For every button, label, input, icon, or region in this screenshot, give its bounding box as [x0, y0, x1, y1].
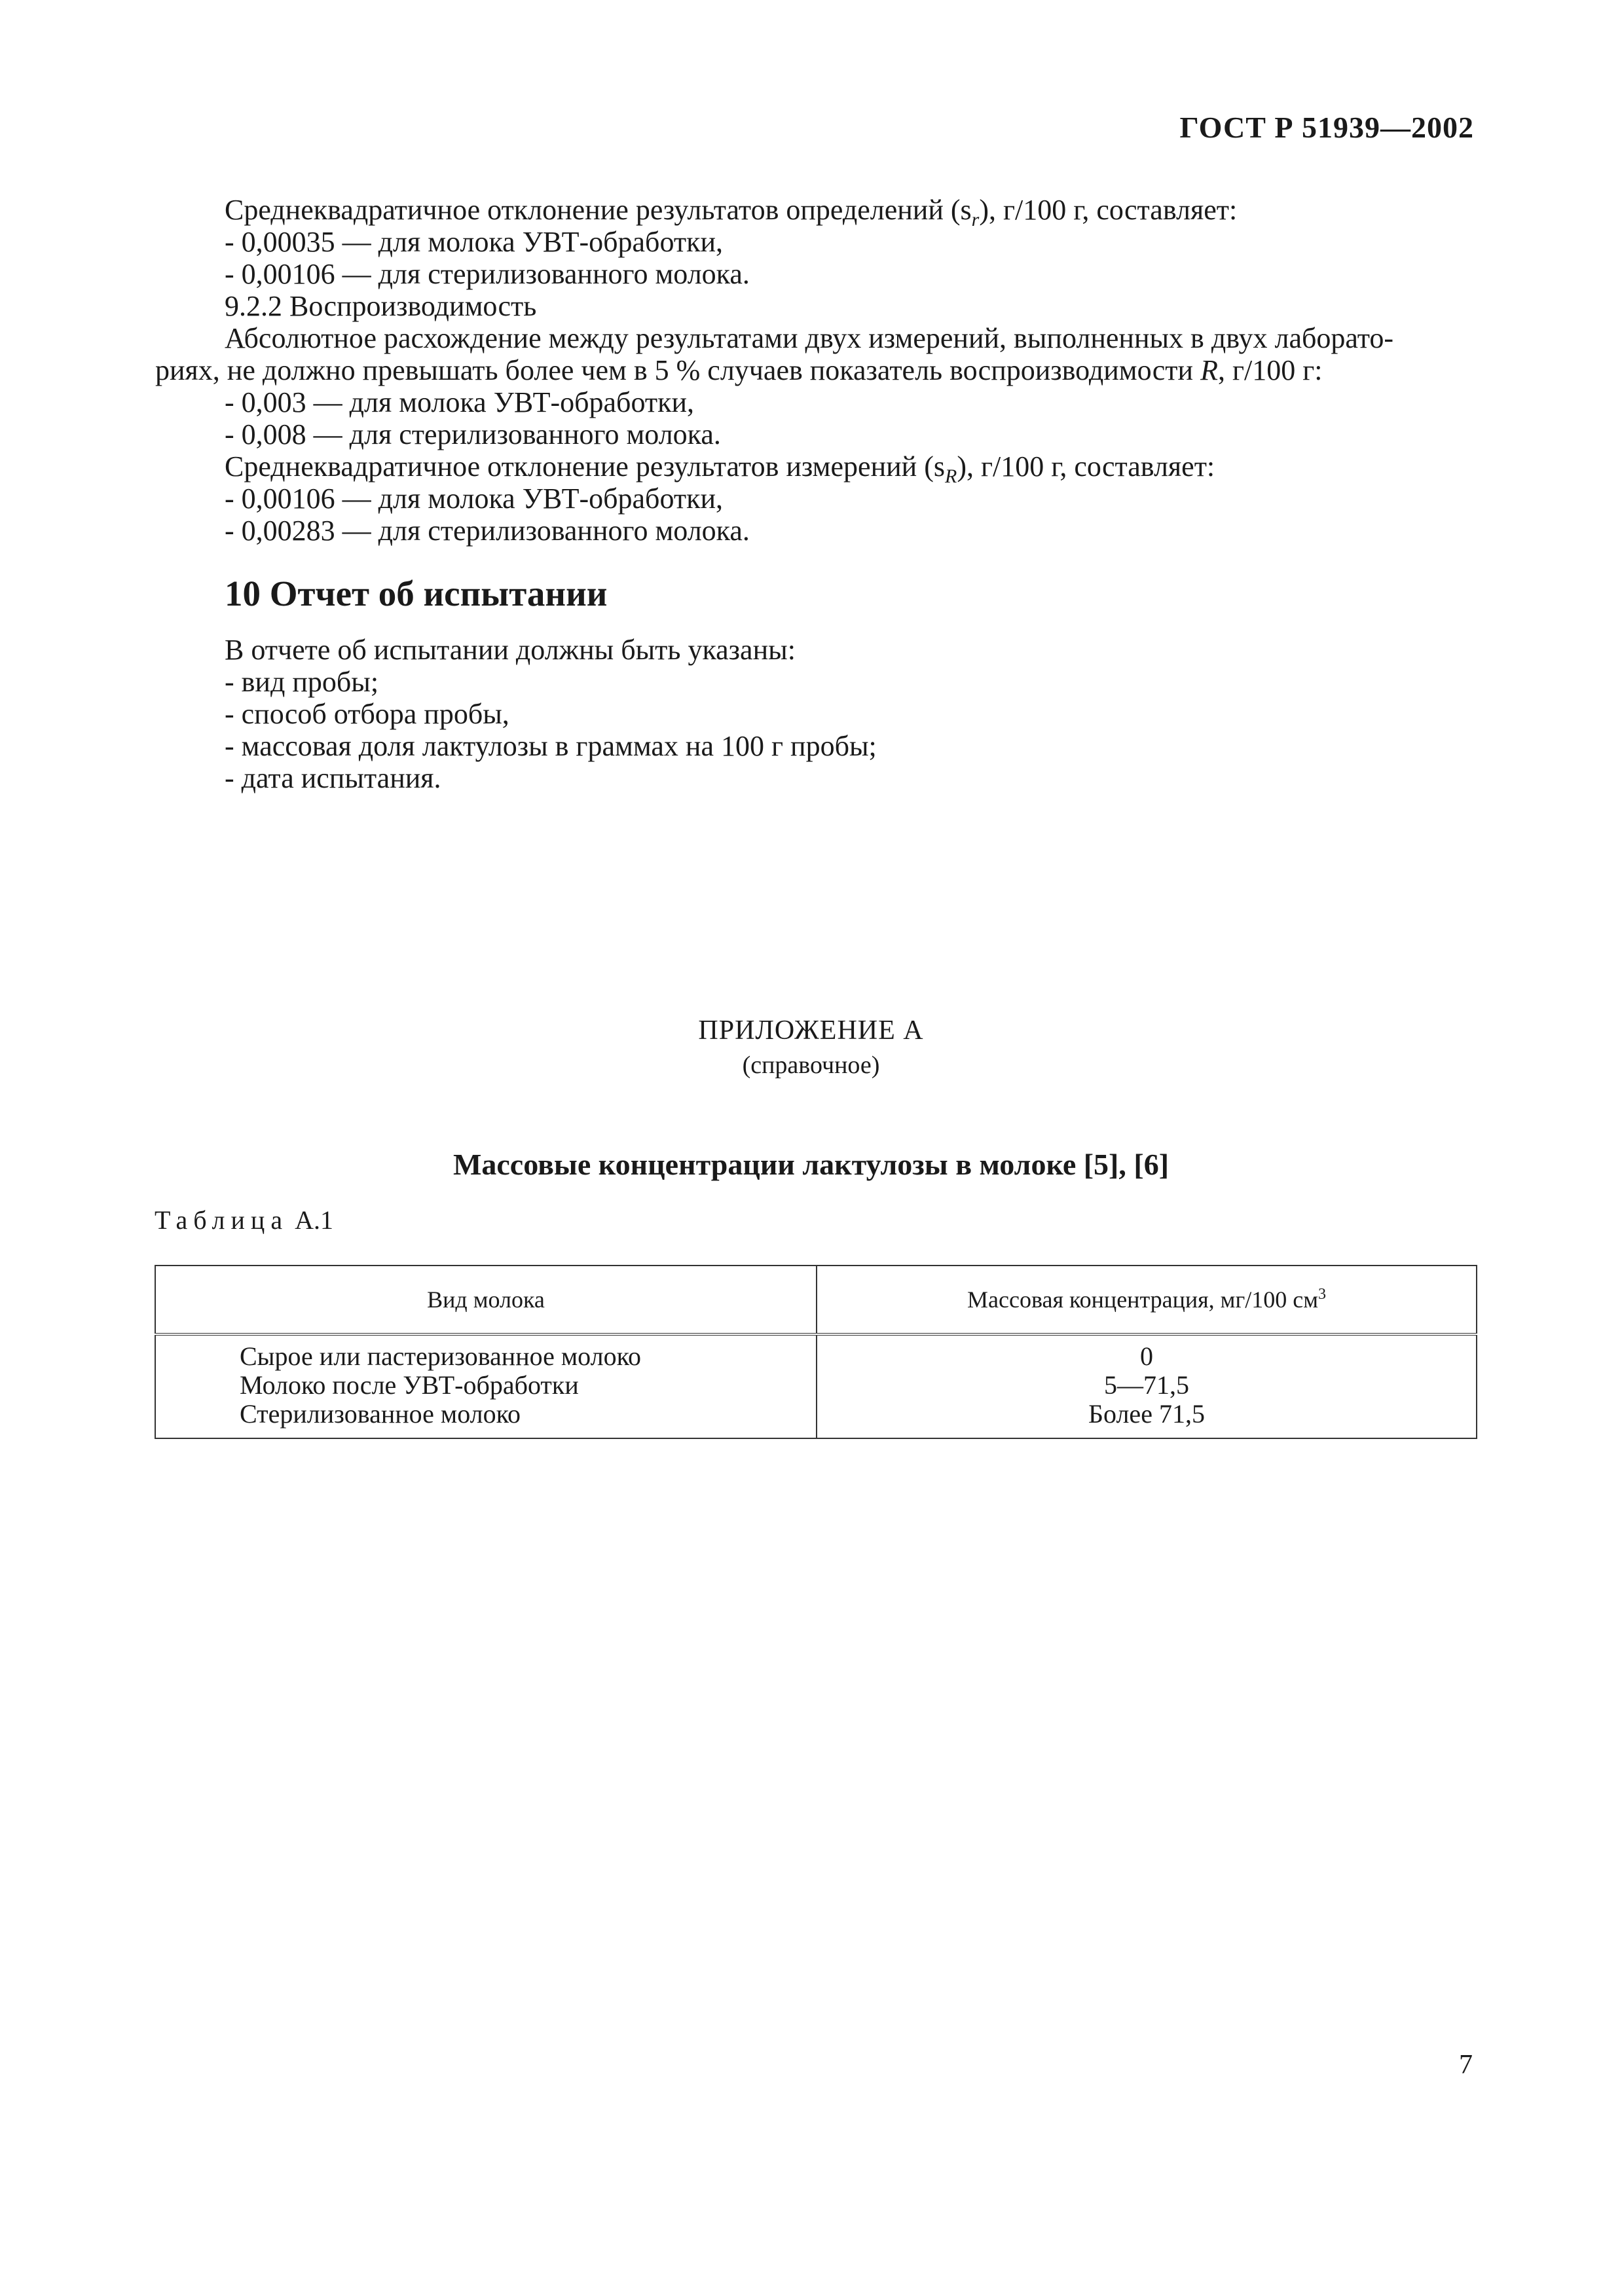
- list-item: - 0,003 — для молока УВТ-обработки,: [225, 386, 695, 418]
- repeatability-sd-subscript: r: [971, 208, 980, 230]
- reproducibility-sd-subscript: R: [944, 465, 957, 487]
- list-item: - 0,00106 — для стерилизованного молока.: [225, 258, 750, 290]
- list-item: - 0,008 — для стерилизованного молока.: [225, 418, 721, 450]
- table-heading: Массовые концентрации лактулозы в молоке [5], [6]: [452, 1148, 1170, 1181]
- table-cell-milk-types: [155, 1334, 817, 1438]
- section-10-body: [225, 634, 877, 794]
- reproducibility-heading: 9.2.2 Воспроизводимость: [225, 290, 537, 322]
- lactulose-table: [155, 1265, 1477, 1439]
- repeatability-sd-text: Среднеквадратичное отклонение результатов определений (s: [225, 194, 972, 226]
- table-header-milk-type: Вид молока: [155, 1266, 817, 1334]
- table-label-number: А.1: [295, 1205, 333, 1235]
- list-item: - способ отбора пробы,: [225, 698, 509, 730]
- section-10-intro: В отчете об испытании должны быть указаны:: [225, 634, 796, 666]
- table-cell-milk-type: Сырое или пастеризованное молоко: [240, 1341, 642, 1371]
- reproducibility-sd-tail: ), г/100 г, составляет:: [957, 450, 1215, 483]
- reproducibility-paragraph-line-1: Абсолютное расхождение между результатами двух измерений, выполненных в двух лаборато-: [225, 322, 1394, 354]
- reproducibility-paragraph-line-2: [155, 354, 1393, 386]
- table-cell-concentration: 5—71,5: [1104, 1370, 1189, 1400]
- list-item: - массовая доля лактулозы в граммах на 100 г пробы;: [225, 730, 877, 762]
- reproducibility-paragraph-start: риях, не должно превышать более чем в 5 % случаев показатель воспроизводимости: [155, 354, 1201, 386]
- list-item: - вид пробы;: [225, 666, 379, 698]
- reproducibility-paragraph-end: , г/100 г:: [1217, 354, 1323, 386]
- table-row: [155, 1334, 1477, 1438]
- reproducibility-sd-line: [225, 450, 1393, 487]
- list-item: - 0,00035 — для молока УВТ-обработки,: [225, 226, 724, 258]
- table-header-row: [155, 1266, 1477, 1334]
- table-cell-concentration: Более 71,5: [1088, 1399, 1205, 1429]
- table-label: [155, 1205, 333, 1235]
- table-cell-milk-type: Молоко после УВТ-обработки: [240, 1370, 579, 1400]
- document-header: ГОСТ Р 51939—2002: [1179, 111, 1474, 144]
- table-cell-milk-type: Стерилизованное молоко: [240, 1399, 521, 1429]
- list-item: - 0,00283 — для стерилизованного молока.: [225, 515, 750, 547]
- section-10-title: 10 Отчет об испытании: [225, 574, 608, 613]
- table-cell-concentration: 0: [1140, 1341, 1153, 1371]
- reproducibility-symbol: R: [1200, 354, 1218, 386]
- appendix-title: ПРИЛОЖЕНИЕ А: [698, 1015, 924, 1046]
- table-header-concentration-text: Массовая концентрация, мг/100 см: [967, 1286, 1318, 1313]
- repeatability-sd-line: [225, 194, 1393, 230]
- table-cell-concentrations: [817, 1334, 1477, 1438]
- reproducibility-sd-text: Среднеквадратичное отклонение результатов измерений (s: [225, 450, 945, 483]
- table-label-word: Таблица: [155, 1205, 289, 1235]
- list-item: - 0,00106 — для молока УВТ-обработки,: [225, 483, 724, 515]
- list-item: - дата испытания.: [225, 762, 441, 794]
- body-text-block: [155, 194, 1394, 547]
- appendix-subtitle: (справочное): [742, 1051, 880, 1079]
- page-number: 7: [1459, 2050, 1473, 2080]
- table-header-concentration-sup: 3: [1318, 1286, 1326, 1303]
- table-header-concentration: [817, 1266, 1477, 1334]
- repeatability-sd-tail: ), г/100 г, составляет:: [979, 194, 1238, 226]
